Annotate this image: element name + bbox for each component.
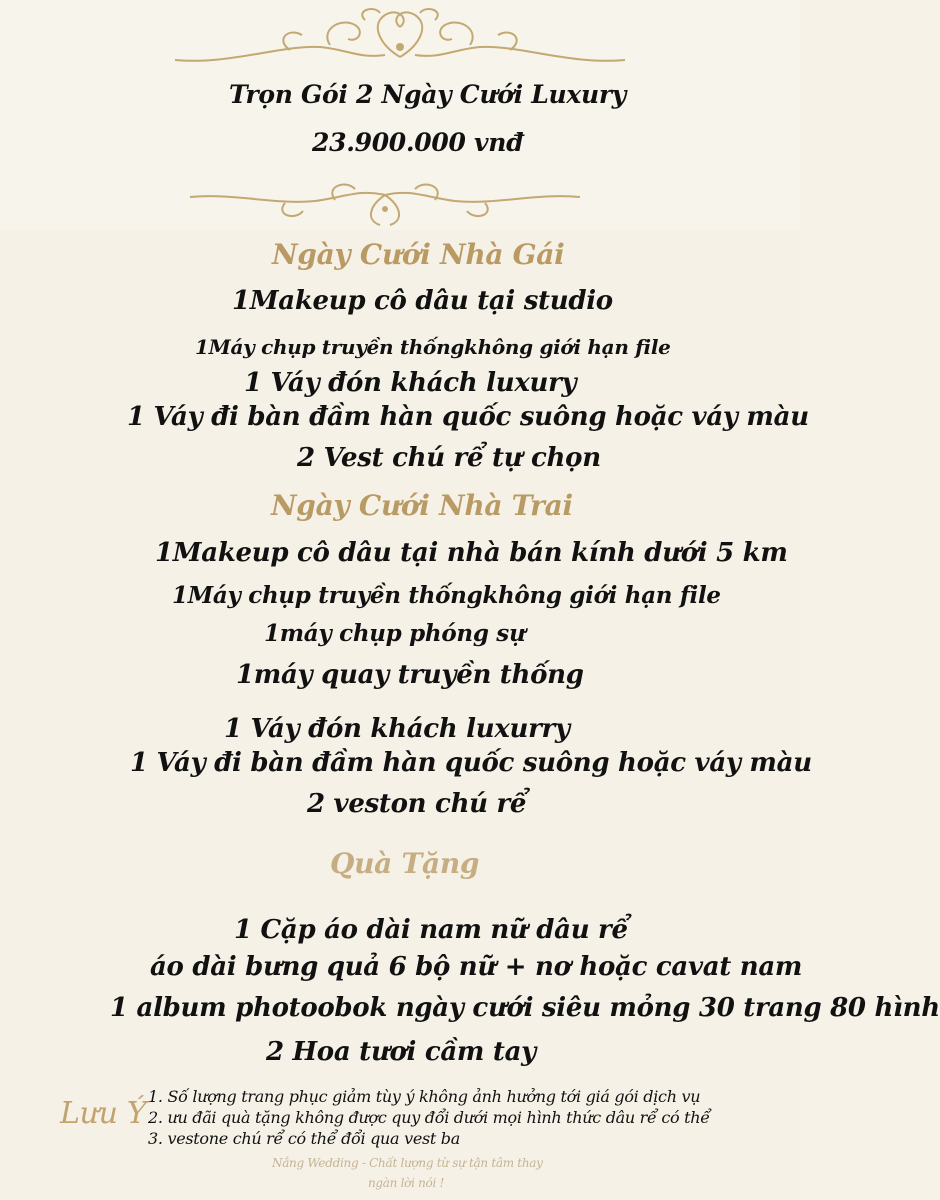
note-item: 1. Số lượng trang phục giảm tùy ý không ảnh hưởng tới giá gói dịch vụ (148, 1087, 701, 1106)
divider-flourish-ornament (185, 175, 585, 230)
groom-item: 1Makeup cô dâu tại nhà bán kính dưới 5 km (155, 538, 788, 568)
package-price: 23.900.000 vnđ (312, 128, 524, 157)
groom-item: 1máy chụp phóng sự (264, 620, 526, 647)
note-item: 3. vestone chú rể có thể đổi qua vest ba (148, 1129, 460, 1148)
bride-item: 1Makeup cô dâu tại studio (232, 286, 613, 316)
groom-item: 1Máy chụp truyền thốngkhông giới hạn file (172, 582, 721, 609)
top-flourish-ornament (170, 5, 630, 70)
bride-day-heading: Ngày Cưới Nhà Gái (272, 238, 565, 271)
groom-item: 1máy quay truyền thống (236, 660, 584, 690)
groom-item: 1 Váy đi bàn đầm hàn quốc suông hoặc váy màu (130, 748, 812, 778)
footer-slogan-line1: Nắng Wedding - Chất lượng từ sự tận tâm thay (272, 1156, 543, 1170)
groom-day-heading: Ngày Cưới Nhà Trai (271, 489, 573, 522)
gift-item: 1 Cặp áo dài nam nữ dâu rể (234, 915, 628, 945)
bride-item: 2 Vest chú rể tự chọn (297, 443, 601, 473)
gift-item: 1 album photoobok ngày cưới siêu mỏng 30 trang 80 hình (110, 993, 940, 1023)
package-title: Trọn Gói 2 Ngày Cưới Luxury (229, 80, 626, 109)
notes-label: Lưu Ý (60, 1096, 147, 1131)
gifts-heading: Quà Tặng (330, 847, 480, 880)
groom-item: 2 veston chú rể (307, 789, 527, 819)
groom-item: 1 Váy đón khách luxurry (224, 714, 570, 744)
note-item: 2. ưu đãi quà tặng không được quy đổi dưới mọi hình thức dâu rể có thể (148, 1108, 710, 1127)
gift-item: 2 Hoa tươi cầm tay (266, 1037, 536, 1067)
footer-slogan-line2: ngàn lời nói ! (368, 1176, 445, 1190)
bride-item: 1 Váy đi bàn đầm hàn quốc suông hoặc váy màu (127, 402, 809, 432)
bride-item: 1Máy chụp truyền thốngkhông giới hạn file (195, 335, 671, 359)
gift-item: áo dài bưng quả 6 bộ nữ + nơ hoặc cavat nam (150, 952, 803, 982)
bride-item: 1 Váy đón khách luxury (244, 368, 577, 398)
